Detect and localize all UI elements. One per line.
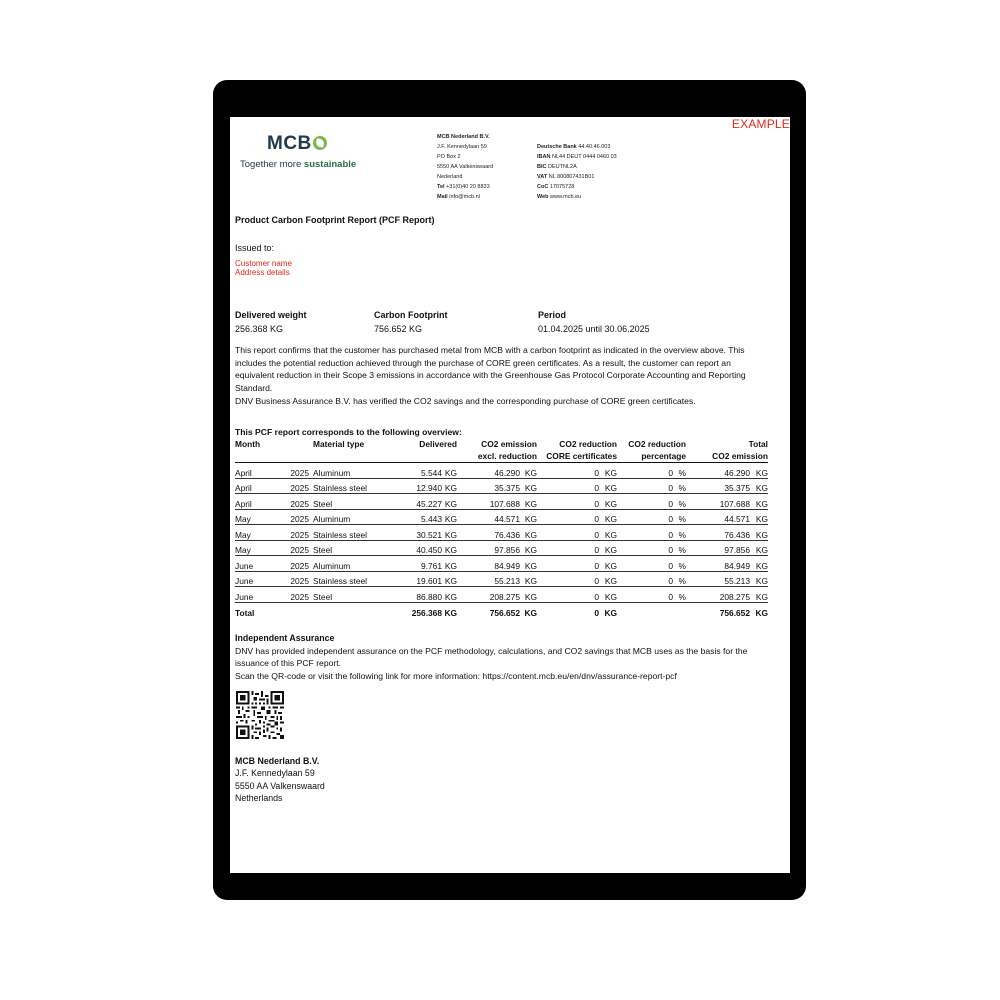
example-watermark: EXAMPLE <box>731 117 790 131</box>
cell-year: 2025 <box>287 571 313 587</box>
cell-year: 2025 <box>287 478 313 494</box>
intro-text-dnv: DNV Business Assurance B.V. has verified the CO2 savings and the corresponding purchase of CORE green certificates. <box>235 395 696 406</box>
cell-total: 46.290 <box>686 463 750 479</box>
iban-value: NL44 DEUT 0444 0460 03 <box>551 154 617 160</box>
company-name: MCB Nederland B.V. <box>437 134 490 140</box>
unit-percent: % <box>673 509 686 525</box>
cell-total: 35.375 <box>686 478 750 494</box>
unit-kg: KG <box>442 540 457 556</box>
col-core-sub: CORE certificates <box>537 451 617 463</box>
total-delivered: 256.368 <box>411 607 442 618</box>
unit-kg: KG <box>750 587 768 603</box>
unit-kg: KG <box>442 525 457 541</box>
bic-value: DEUTNL2A <box>548 164 577 170</box>
assurance-text-block <box>235 645 770 682</box>
assurance-link-text[interactable]: Scan the QR-code or visit the following link for more information: https://content.mcb.eu/en/dnv/assurance-report-pcf <box>235 670 677 681</box>
unit-kg: KG <box>442 494 457 510</box>
total-total: 756.652 <box>719 607 750 618</box>
cell-emission: 97.856 <box>457 540 520 556</box>
cell-emission: 46.290 <box>457 463 520 479</box>
cell-emission: 208.275 <box>457 587 520 603</box>
cell-month: June <box>235 571 287 587</box>
unit-kg: KG <box>750 556 768 572</box>
unit-kg: KG <box>599 494 617 510</box>
report-title: Product Carbon Footprint Report (PCF Report) <box>235 215 435 225</box>
pcf-overview-table <box>235 439 768 618</box>
bank-number: 44.40.46.003 <box>578 144 611 150</box>
cell-month: April <box>235 478 287 494</box>
cell-year: 2025 <box>287 494 313 510</box>
period-label: Period <box>538 310 567 320</box>
mail-label: Mail <box>437 194 448 200</box>
unit-kg: KG <box>750 478 768 494</box>
cell-material: Stainless steel <box>313 478 385 494</box>
unit-kg: KG <box>520 478 537 494</box>
cell-total: 55.213 <box>686 571 750 587</box>
total-emission: 756.652 <box>489 607 520 618</box>
cell-year: 2025 <box>287 509 313 525</box>
cell-delivered: 9.761 <box>385 556 442 572</box>
cell-core-reduction: 0 <box>537 540 599 556</box>
total-row <box>235 602 768 618</box>
cell-delivered: 5.443 <box>385 509 442 525</box>
cell-reduction-pct: 0 <box>617 494 673 510</box>
carbon-footprint-label: Carbon Footprint <box>374 310 448 320</box>
cell-year: 2025 <box>287 556 313 572</box>
unit-percent: % <box>673 571 686 587</box>
cell-material: Aluminum <box>313 509 385 525</box>
cell-emission: 44.571 <box>457 509 520 525</box>
cell-delivered: 5.544 <box>385 463 442 479</box>
cell-delivered: 40.450 <box>385 540 442 556</box>
col-total-sub: CO2 emission <box>686 451 768 463</box>
logo-wordmark: MCB <box>267 133 312 154</box>
footer-country: Netherlands <box>235 792 283 803</box>
table-row <box>235 478 768 494</box>
table-row <box>235 571 768 587</box>
bic-label: BIC <box>537 164 547 170</box>
cell-core-reduction: 0 <box>537 525 599 541</box>
carbon-footprint-value: 756.652 KG <box>374 324 423 334</box>
col-material: Material type <box>313 439 365 449</box>
footer-company-name: MCB Nederland B.V. <box>235 756 320 766</box>
cell-month: May <box>235 509 287 525</box>
cell-year: 2025 <box>287 525 313 541</box>
unit-kg: KG <box>599 571 617 587</box>
cell-delivered: 45.227 <box>385 494 442 510</box>
col-pct: CO2 reduction <box>628 439 686 449</box>
total-label: Total <box>235 607 255 618</box>
document-page <box>230 117 790 873</box>
company-address <box>437 132 493 202</box>
unit-kg: KG <box>520 571 537 587</box>
cell-core-reduction: 0 <box>537 587 599 603</box>
cell-total: 44.571 <box>686 509 750 525</box>
cell-reduction-pct: 0 <box>617 509 673 525</box>
unit-percent: % <box>673 540 686 556</box>
web-value: www.mcb.eu <box>550 194 582 200</box>
issued-to-label: Issued to: <box>235 243 275 253</box>
tagline-text: Together more <box>240 159 304 170</box>
cell-month: April <box>235 463 287 479</box>
cell-total: 97.856 <box>686 540 750 556</box>
company-country: Nederland <box>437 174 463 180</box>
tagline-bold: sustainable <box>303 159 357 170</box>
unit-kg: KG <box>520 556 537 572</box>
cell-reduction-pct: 0 <box>617 571 673 587</box>
cell-delivered: 12.940 <box>385 478 442 494</box>
delivered-weight-label: Delivered weight <box>235 310 307 320</box>
col-emission-sub: excl. reduction <box>457 451 537 463</box>
unit-kg: KG <box>442 509 457 525</box>
col-pct-sub: percentage <box>617 451 686 463</box>
unit-kg: KG <box>520 463 537 479</box>
cell-month: May <box>235 525 287 541</box>
unit-kg: KG <box>599 525 617 541</box>
table-row <box>235 556 768 572</box>
unit-kg: KG <box>604 607 617 618</box>
table-row <box>235 463 768 479</box>
cell-total: 76.436 <box>686 525 750 541</box>
qr-code-icon[interactable] <box>236 691 284 739</box>
customer-block <box>235 259 292 277</box>
unit-kg: KG <box>599 509 617 525</box>
assurance-text: DNV has provided independent assurance on the PCF methodology, calculations, and CO2 savings that MCB uses as the basis for the issuance of this PCF report. <box>235 646 748 669</box>
cell-year: 2025 <box>287 463 313 479</box>
cell-emission: 107.688 <box>457 494 520 510</box>
cell-core-reduction: 0 <box>537 556 599 572</box>
unit-percent: % <box>673 494 686 510</box>
cell-month: April <box>235 494 287 510</box>
unit-kg: KG <box>750 540 768 556</box>
unit-kg: KG <box>599 463 617 479</box>
col-core: CO2 reduction <box>559 439 617 449</box>
unit-percent: % <box>673 525 686 541</box>
col-emission: CO2 emission <box>481 439 537 449</box>
tel-label: Tel <box>437 184 445 190</box>
cell-reduction-pct: 0 <box>617 587 673 603</box>
table-title: This PCF report corresponds to the following overview: <box>235 427 462 437</box>
unit-percent: % <box>673 463 686 479</box>
vat-value: NL 800807431B01 <box>548 174 595 180</box>
col-total: Total <box>748 439 768 449</box>
mcb-logo <box>267 133 327 155</box>
unit-percent: % <box>673 587 686 603</box>
cell-material: Steel <box>313 540 385 556</box>
cell-month: May <box>235 540 287 556</box>
logo-tagline <box>240 159 356 170</box>
intro-text: This report confirms that the customer has purchased metal from MCB with a carbon footprint as indicated in the overview above. This includes the potential reduction achieved through the purchase of CORE green certificates. As a result, the customer can report an equivalent reduction in their Scope 3 emissions in accordance with the Greenhouse Gas Protocol Corporate Accounting and Reporting Standard. <box>235 345 746 394</box>
cell-core-reduction: 0 <box>537 463 599 479</box>
unit-kg: KG <box>442 587 457 603</box>
unit-kg: KG <box>750 463 768 479</box>
cell-total: 208.275 <box>686 587 750 603</box>
delivered-weight-value: 256.368 KG <box>235 324 284 334</box>
cell-material: Aluminum <box>313 463 385 479</box>
cell-core-reduction: 0 <box>537 478 599 494</box>
table-row <box>235 525 768 541</box>
cell-delivered: 86.880 <box>385 587 442 603</box>
total-core: 0 <box>594 607 599 618</box>
company-tel: +31(0)40 20 8833 <box>446 184 490 190</box>
table-row <box>235 540 768 556</box>
web-label: Web <box>537 194 549 200</box>
unit-kg: KG <box>520 494 537 510</box>
unit-percent: % <box>673 478 686 494</box>
company-mail: info@mcb.nl <box>449 194 480 200</box>
cell-year: 2025 <box>287 587 313 603</box>
cell-core-reduction: 0 <box>537 571 599 587</box>
intro-paragraph <box>235 344 765 408</box>
unit-kg: KG <box>520 540 537 556</box>
cell-core-reduction: 0 <box>537 494 599 510</box>
cell-material: Steel <box>313 587 385 603</box>
table-row <box>235 587 768 603</box>
cell-reduction-pct: 0 <box>617 556 673 572</box>
unit-kg: KG <box>524 607 537 618</box>
cell-reduction-pct: 0 <box>617 525 673 541</box>
cell-year: 2025 <box>287 540 313 556</box>
customer-address: Address details <box>235 268 290 277</box>
cell-total: 84.949 <box>686 556 750 572</box>
unit-kg: KG <box>755 607 768 618</box>
table-header-row <box>235 439 768 451</box>
col-delivered: Delivered <box>419 439 457 449</box>
unit-kg: KG <box>442 463 457 479</box>
table-row <box>235 509 768 525</box>
cell-delivered: 30.521 <box>385 525 442 541</box>
cell-material: Stainless steel <box>313 571 385 587</box>
company-street: J.F. Kennedylaan 59 <box>437 144 487 150</box>
cell-emission: 84.949 <box>457 556 520 572</box>
unit-kg: KG <box>444 607 457 618</box>
table-header-row-2 <box>235 451 768 463</box>
cell-month: June <box>235 556 287 572</box>
unit-kg: KG <box>442 571 457 587</box>
col-month: Month <box>235 439 261 449</box>
cell-material: Stainless steel <box>313 525 385 541</box>
leaf-icon <box>313 136 327 150</box>
cell-material: Steel <box>313 494 385 510</box>
unit-kg: KG <box>599 540 617 556</box>
cell-material: Aluminum <box>313 556 385 572</box>
coc-label: CoC <box>537 184 549 190</box>
vat-label: VAT <box>537 174 548 180</box>
unit-kg: KG <box>750 509 768 525</box>
cell-emission: 76.436 <box>457 525 520 541</box>
bank-details <box>537 142 617 202</box>
unit-kg: KG <box>442 556 457 572</box>
unit-kg: KG <box>520 509 537 525</box>
company-po-box: PO Box 2 <box>437 154 461 160</box>
cell-reduction-pct: 0 <box>617 478 673 494</box>
cell-emission: 35.375 <box>457 478 520 494</box>
cell-total: 107.688 <box>686 494 750 510</box>
cell-core-reduction: 0 <box>537 509 599 525</box>
unit-kg: KG <box>750 494 768 510</box>
unit-kg: KG <box>442 478 457 494</box>
unit-kg: KG <box>750 525 768 541</box>
footer-address <box>235 755 325 804</box>
cell-month: June <box>235 587 287 603</box>
footer-city: 5550 AA Valkenswaard <box>235 780 325 791</box>
bank-label: Deutsche Bank <box>537 144 577 150</box>
unit-kg: KG <box>520 525 537 541</box>
cell-emission: 55.213 <box>457 571 520 587</box>
footer-street: J.F. Kennedylaan 59 <box>235 768 315 779</box>
unit-kg: KG <box>599 478 617 494</box>
company-city: 5550 AA Valkenswaard <box>437 164 494 170</box>
unit-percent: % <box>673 556 686 572</box>
cell-delivered: 19.601 <box>385 571 442 587</box>
unit-kg: KG <box>599 587 617 603</box>
cell-reduction-pct: 0 <box>617 463 673 479</box>
coc-value: 17075728 <box>549 184 575 190</box>
unit-kg: KG <box>520 587 537 603</box>
table-row <box>235 494 768 510</box>
period-value: 01.04.2025 until 30.06.2025 <box>538 324 650 334</box>
unit-kg: KG <box>750 571 768 587</box>
customer-name: Customer name <box>235 259 292 268</box>
assurance-title: Independent Assurance <box>235 633 335 643</box>
cell-reduction-pct: 0 <box>617 540 673 556</box>
iban-label: IBAN <box>537 154 551 160</box>
unit-kg: KG <box>599 556 617 572</box>
